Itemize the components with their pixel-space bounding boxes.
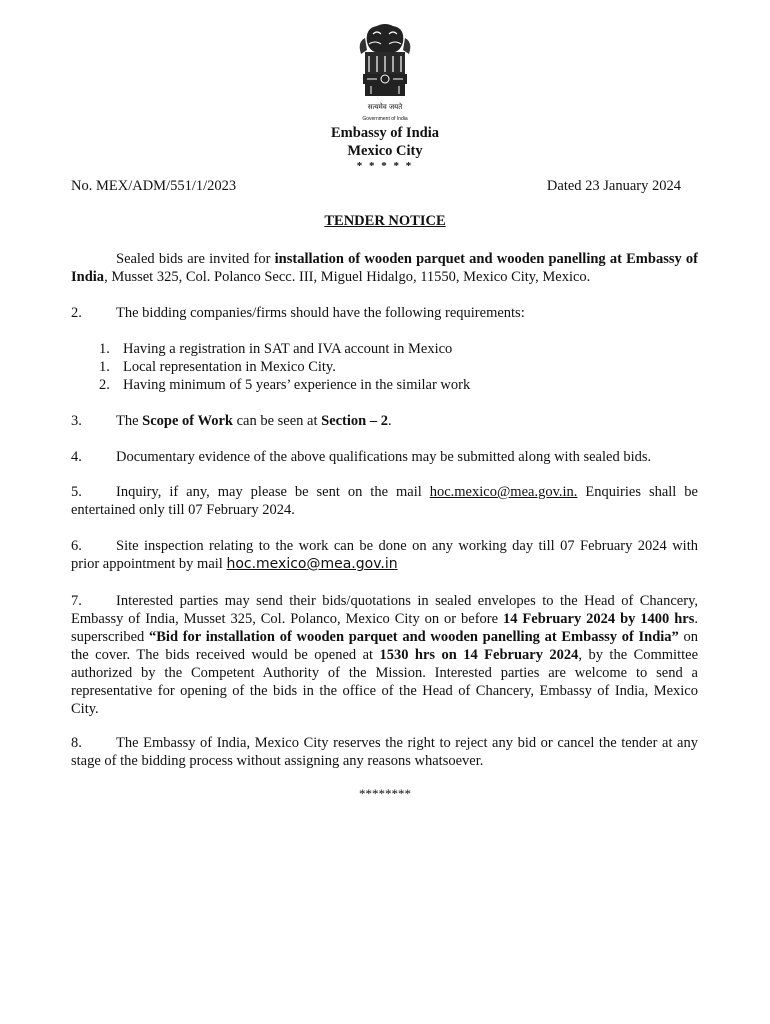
- end-mark: ********: [359, 786, 411, 801]
- paragraph-3: 3. The Scope of Work can be seen at Section – 2.: [71, 413, 392, 429]
- email-link[interactable]: hoc.mexico@mea.gov.in.: [429, 484, 578, 500]
- ashoka-emblem-icon: [351, 20, 419, 124]
- paragraph-4: 4. Documentary evidence of the above qualifications may be submitted along with sealed bids.: [71, 449, 652, 465]
- paragraph-7: 7. Interested parties may send their bids/quotations in sealed envelopes to the Head of Chancery, Embassy of India, Musset 325, Col. Polanco, Mexico City on or before 14 February 2024 by 1400 hrs. superscribed “Bid for installation of wooden parquet and wooden panelling at Embassy of India” on the cover. The bids received would be opened at 1530 hrs on 14 February 2024, by the Committee authorized by the Competent Authority of the Mission. Interested parties are welcome to send a representative for opening of the bids in the office of the Head of Chancery, Embassy of India, Mexico City.: [71, 593, 699, 717]
- intro-paragraph: Sealed bids are invited for installation of wooden parquet and wooden panelling at Embassy of India, Musset 325, Col. Polanco Secc. III, Miguel Hidalgo, 11550, Mexico City, Mexico.: [71, 251, 698, 285]
- paragraph-6: 6. Site inspection relating to the work can be done on any working day till 07 February 2024 with prior appointment by mail hoc.mexico@mea.gov.in: [71, 538, 698, 572]
- list-item: 2. Having minimum of 5 years’ experience in the similar work: [99, 377, 471, 393]
- document-date: Dated 23 January 2024: [546, 178, 681, 194]
- page-title: TENDER NOTICE: [324, 213, 446, 229]
- emblem-motto: सत्यमेव जयते: [367, 103, 403, 111]
- paragraph-2: 2. The bidding companies/firms should have the following requirements:: [71, 305, 525, 321]
- emblem-caption: Government of India: [362, 116, 408, 122]
- email-link[interactable]: hoc.mexico@mea.gov.in: [226, 556, 398, 572]
- reference-number: No. MEX/ADM/551/1/2023: [71, 178, 237, 194]
- list-item: 1. Having a registration in SAT and IVA account in Mexico: [99, 341, 453, 357]
- header-stars: * * * * *: [356, 160, 414, 172]
- paragraph-8: 8. The Embassy of India, Mexico City reserves the right to reject any bid or cancel the tender at any stage of the bidding process without assigning any reasons whatsoever.: [71, 735, 698, 769]
- embassy-city: Mexico City: [347, 143, 423, 159]
- list-item: 1. Local representation in Mexico City.: [99, 359, 336, 375]
- embassy-name: Embassy of India: [331, 125, 439, 141]
- paragraph-5: 5. Inquiry, if any, may please be sent on the mail hoc.mexico@mea.gov.in. Enquiries shall be entertained only till 07 February 2024.: [71, 484, 698, 518]
